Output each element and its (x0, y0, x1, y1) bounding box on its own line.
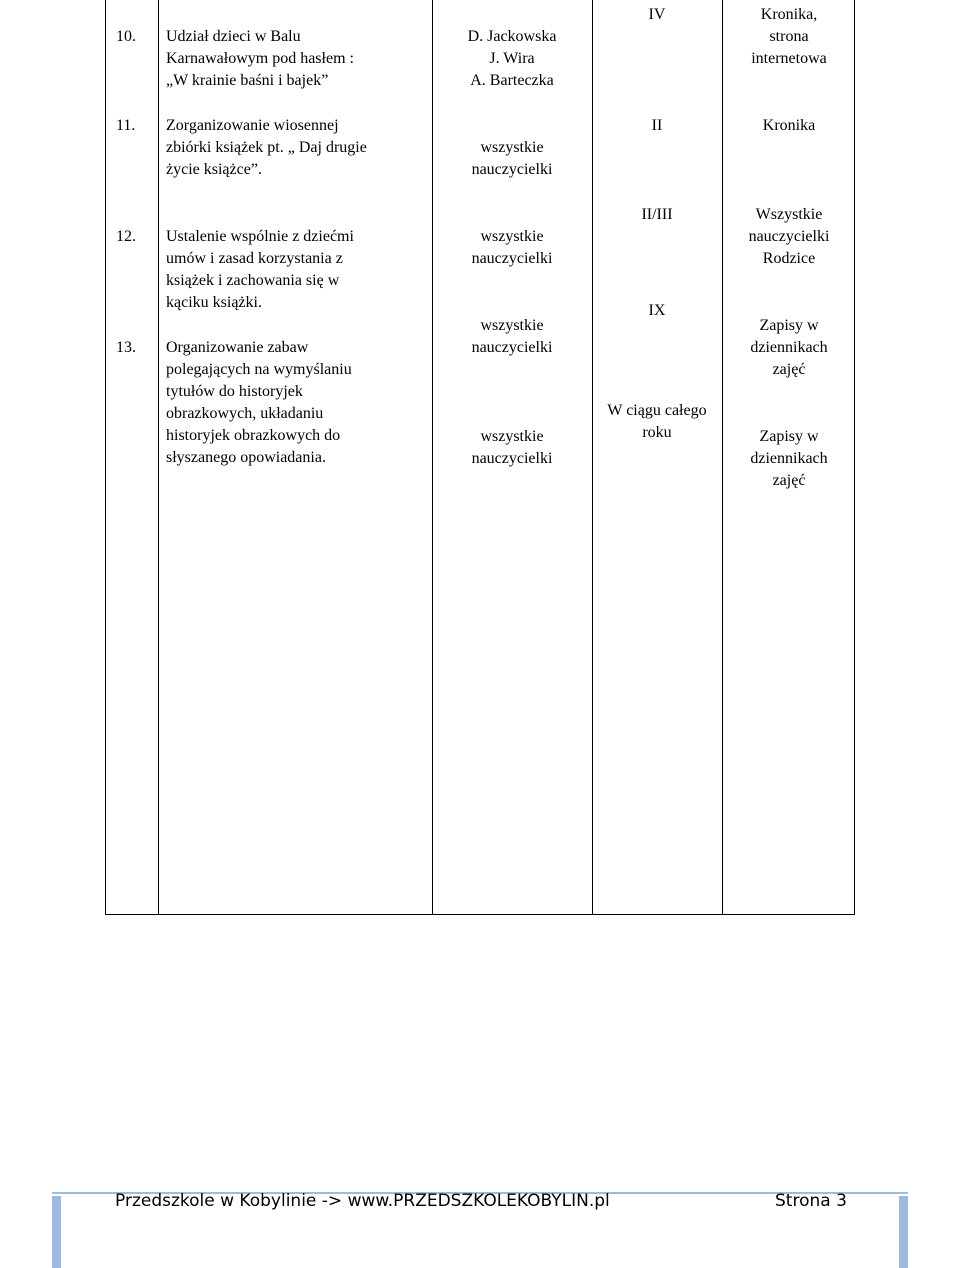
column-divider (158, 0, 159, 914)
description-line: obrazkowych, układaniu (166, 405, 324, 422)
documentation-line: Kronika, (760, 6, 818, 23)
row-number: 11. (116, 117, 136, 134)
responsible-line: J. Wira (489, 50, 535, 67)
description-line: Ustalenie wspólnie z dziećmi (166, 228, 354, 245)
activity-description (166, 337, 426, 469)
responsible-line: nauczycielki (471, 161, 553, 178)
documentation (723, 315, 855, 381)
footer-site-text: Przedszkole w Kobylinie -> www.PRZEDSZKOLEKOBYLIN.pl (115, 1191, 610, 1211)
responsible-line: wszystkie (480, 139, 544, 156)
column-divider (592, 0, 593, 914)
description-line: zbiórki książek pt. „ Daj drugie (166, 139, 367, 156)
responsible-persons (433, 226, 591, 270)
term: W ciągu całego roku (607, 402, 707, 441)
documentation-line: zajęć (772, 361, 806, 378)
footer-right-bar (899, 1196, 908, 1268)
documentation (723, 204, 855, 270)
term: II (651, 117, 663, 134)
responsible-line: D. Jackowska (467, 28, 557, 45)
responsible-persons (433, 426, 591, 470)
description-line: Udział dzieci w Balu (166, 28, 301, 45)
activities-table (105, 0, 855, 915)
description-line: książek i zachowania się w (166, 272, 340, 289)
row-number: 10. (116, 28, 136, 45)
documentation-line: Wszystkie (755, 206, 823, 223)
description-line: kąciku książki. (166, 294, 262, 311)
row-number: 12. (116, 228, 136, 245)
description-line: historyjek obrazkowych do (166, 427, 341, 444)
term: IX (648, 302, 666, 319)
row-number: 13. (116, 339, 136, 356)
responsible-line: wszystkie (480, 228, 544, 245)
description-line: tytułów do historyjek (166, 383, 303, 400)
documentation-line: strona (769, 28, 809, 45)
responsible-line: nauczycielki (471, 339, 553, 356)
description-line: słyszanego opowiadania. (166, 449, 326, 466)
documentation-line: nauczycielki (748, 228, 830, 245)
documentation-line: Rodzice (762, 250, 816, 267)
responsible-line: A. Barteczka (470, 72, 554, 89)
documentation (723, 426, 855, 492)
description-line: umów i zasad korzystania z (166, 250, 343, 267)
responsible-line: wszystkie (480, 428, 544, 445)
responsible-line: nauczycielki (471, 250, 553, 267)
responsible-line: nauczycielki (471, 450, 553, 467)
footer-left-bar (52, 1196, 61, 1268)
description-line: Zorganizowanie wiosennej (166, 117, 339, 134)
activity-description (166, 26, 426, 92)
documentation-line: zajęć (772, 472, 806, 489)
description-line: Karnawałowym pod hasłem : (166, 50, 354, 67)
description-line: życie książce”. (166, 161, 262, 178)
description-line: „W krainie baśni i bajek” (166, 72, 329, 89)
documentation-line: Kronika (762, 117, 816, 134)
documentation-line: Zapisy w (759, 428, 819, 445)
term: II/III (641, 206, 673, 223)
activity-description (166, 115, 426, 181)
documentation-line: dziennikach (750, 450, 828, 467)
responsible-line: wszystkie (480, 317, 544, 334)
responsible-persons (433, 315, 591, 359)
responsible-persons (433, 26, 591, 92)
description-line: Organizowanie zabaw (166, 339, 309, 356)
page-number: Strona 3 (775, 1191, 847, 1211)
term: IV (648, 6, 666, 23)
documentation (723, 115, 855, 137)
description-line: polegających na wymyślaniu (166, 361, 352, 378)
documentation-line: dziennikach (750, 339, 828, 356)
documentation-line: Zapisy w (759, 317, 819, 334)
documentation (723, 4, 855, 70)
documentation-line: internetowa (751, 50, 827, 67)
activity-description (166, 226, 426, 314)
responsible-persons (433, 137, 591, 181)
